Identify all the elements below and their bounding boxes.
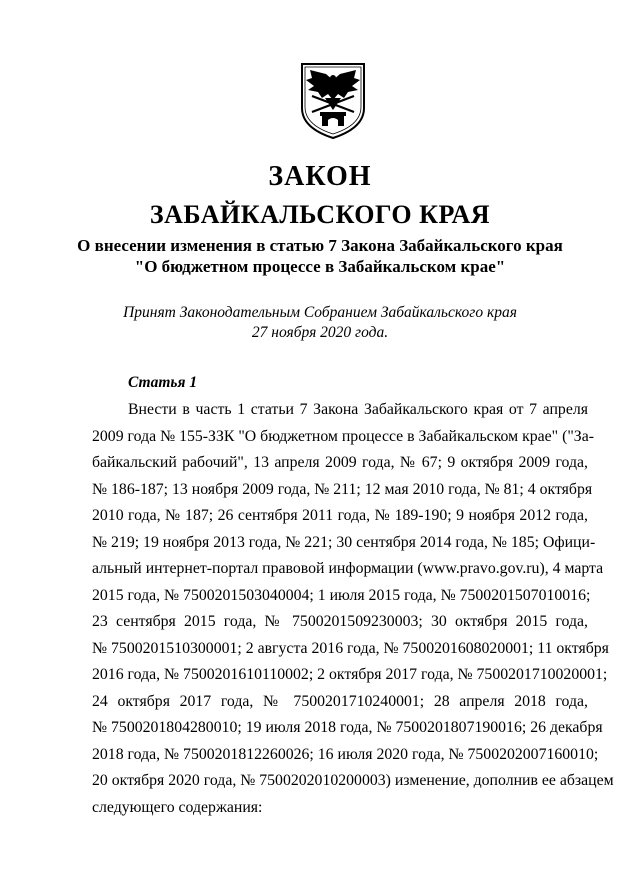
body-line: 23 сентября 2015 года, № 7500201509230003; 30 октября 2015 года, bbox=[92, 613, 588, 630]
body-line: № 7500201510300001; 2 августа 2016 года, № 7500201608020001; 11 октября bbox=[92, 639, 609, 657]
document-subtitle bbox=[0, 235, 640, 277]
adoption-note bbox=[0, 303, 640, 343]
coat-of-arms-emblem bbox=[298, 60, 368, 140]
adoption-line: Принят Законодательным Собранием Забайкальского края bbox=[123, 304, 517, 321]
body-line: альный интернет-портал правовой информации (www.pravo.gov.ru), 4 марта bbox=[92, 560, 604, 577]
body-line: 2015 года, № 7500201503040004; 1 июля 2015 года, № 7500201507010016; bbox=[92, 586, 591, 604]
body-line: 20 октября 2020 года, № 7500202010200003) изменение, дополнив ее абзацем bbox=[92, 772, 614, 789]
body-line: 2016 года, № 7500201610110002; 2 октября 2017 года, № 7500201710020001; bbox=[92, 666, 608, 683]
body-line: 2018 года, № 7500201812260026; 16 июля 2020 года, № 7500202007160010; bbox=[92, 745, 599, 763]
body-line: 2010 года, № 187; 26 сентября 2011 года, № 189-190; 9 ноября 2012 года, bbox=[92, 507, 588, 524]
body-line: 24 октября 2017 года, № 7500201710240001; 28 апреля 2018 года, bbox=[92, 692, 588, 710]
subtitle-line: "О бюджетном процессе в Забайкальском крае" bbox=[134, 257, 506, 276]
article-body bbox=[92, 397, 614, 821]
article-heading: Статья 1 bbox=[128, 374, 198, 391]
body-line: 2009 года № 155-ЗЗК "О бюджетном процессе в Забайкальском крае" ("За- bbox=[92, 427, 594, 445]
body-line: № 219; 19 ноября 2013 года, № 221; 30 сентября 2014 года, № 185; Офици- bbox=[92, 533, 596, 551]
body-line: № 7500201804280010; 19 июля 2018 года, № 7500201807190016; 26 декабря bbox=[92, 719, 603, 736]
document-region-title: ЗАБАЙКАЛЬСКОГО КРАЯ bbox=[149, 200, 491, 229]
body-line: следующего содержания: bbox=[92, 798, 263, 816]
body-line: Внести в часть 1 статьи 7 Закона Забайкальского края от 7 апреля bbox=[128, 401, 588, 418]
body-line: байкальский рабочий", 13 апреля 2009 года, № 67; 9 октября 2009 года, bbox=[92, 454, 588, 471]
eagle-emblem-icon bbox=[298, 60, 368, 140]
body-line: № 186-187; 13 ноября 2009 года, № 211; 12 мая 2010 года, № 81; 4 октября bbox=[92, 480, 593, 498]
document-title: ЗАКОН bbox=[268, 161, 372, 192]
adoption-date: 27 ноября 2020 года. bbox=[251, 324, 389, 341]
subtitle-line: О внесении изменения в статью 7 Закона Забайкальского края bbox=[77, 236, 563, 255]
